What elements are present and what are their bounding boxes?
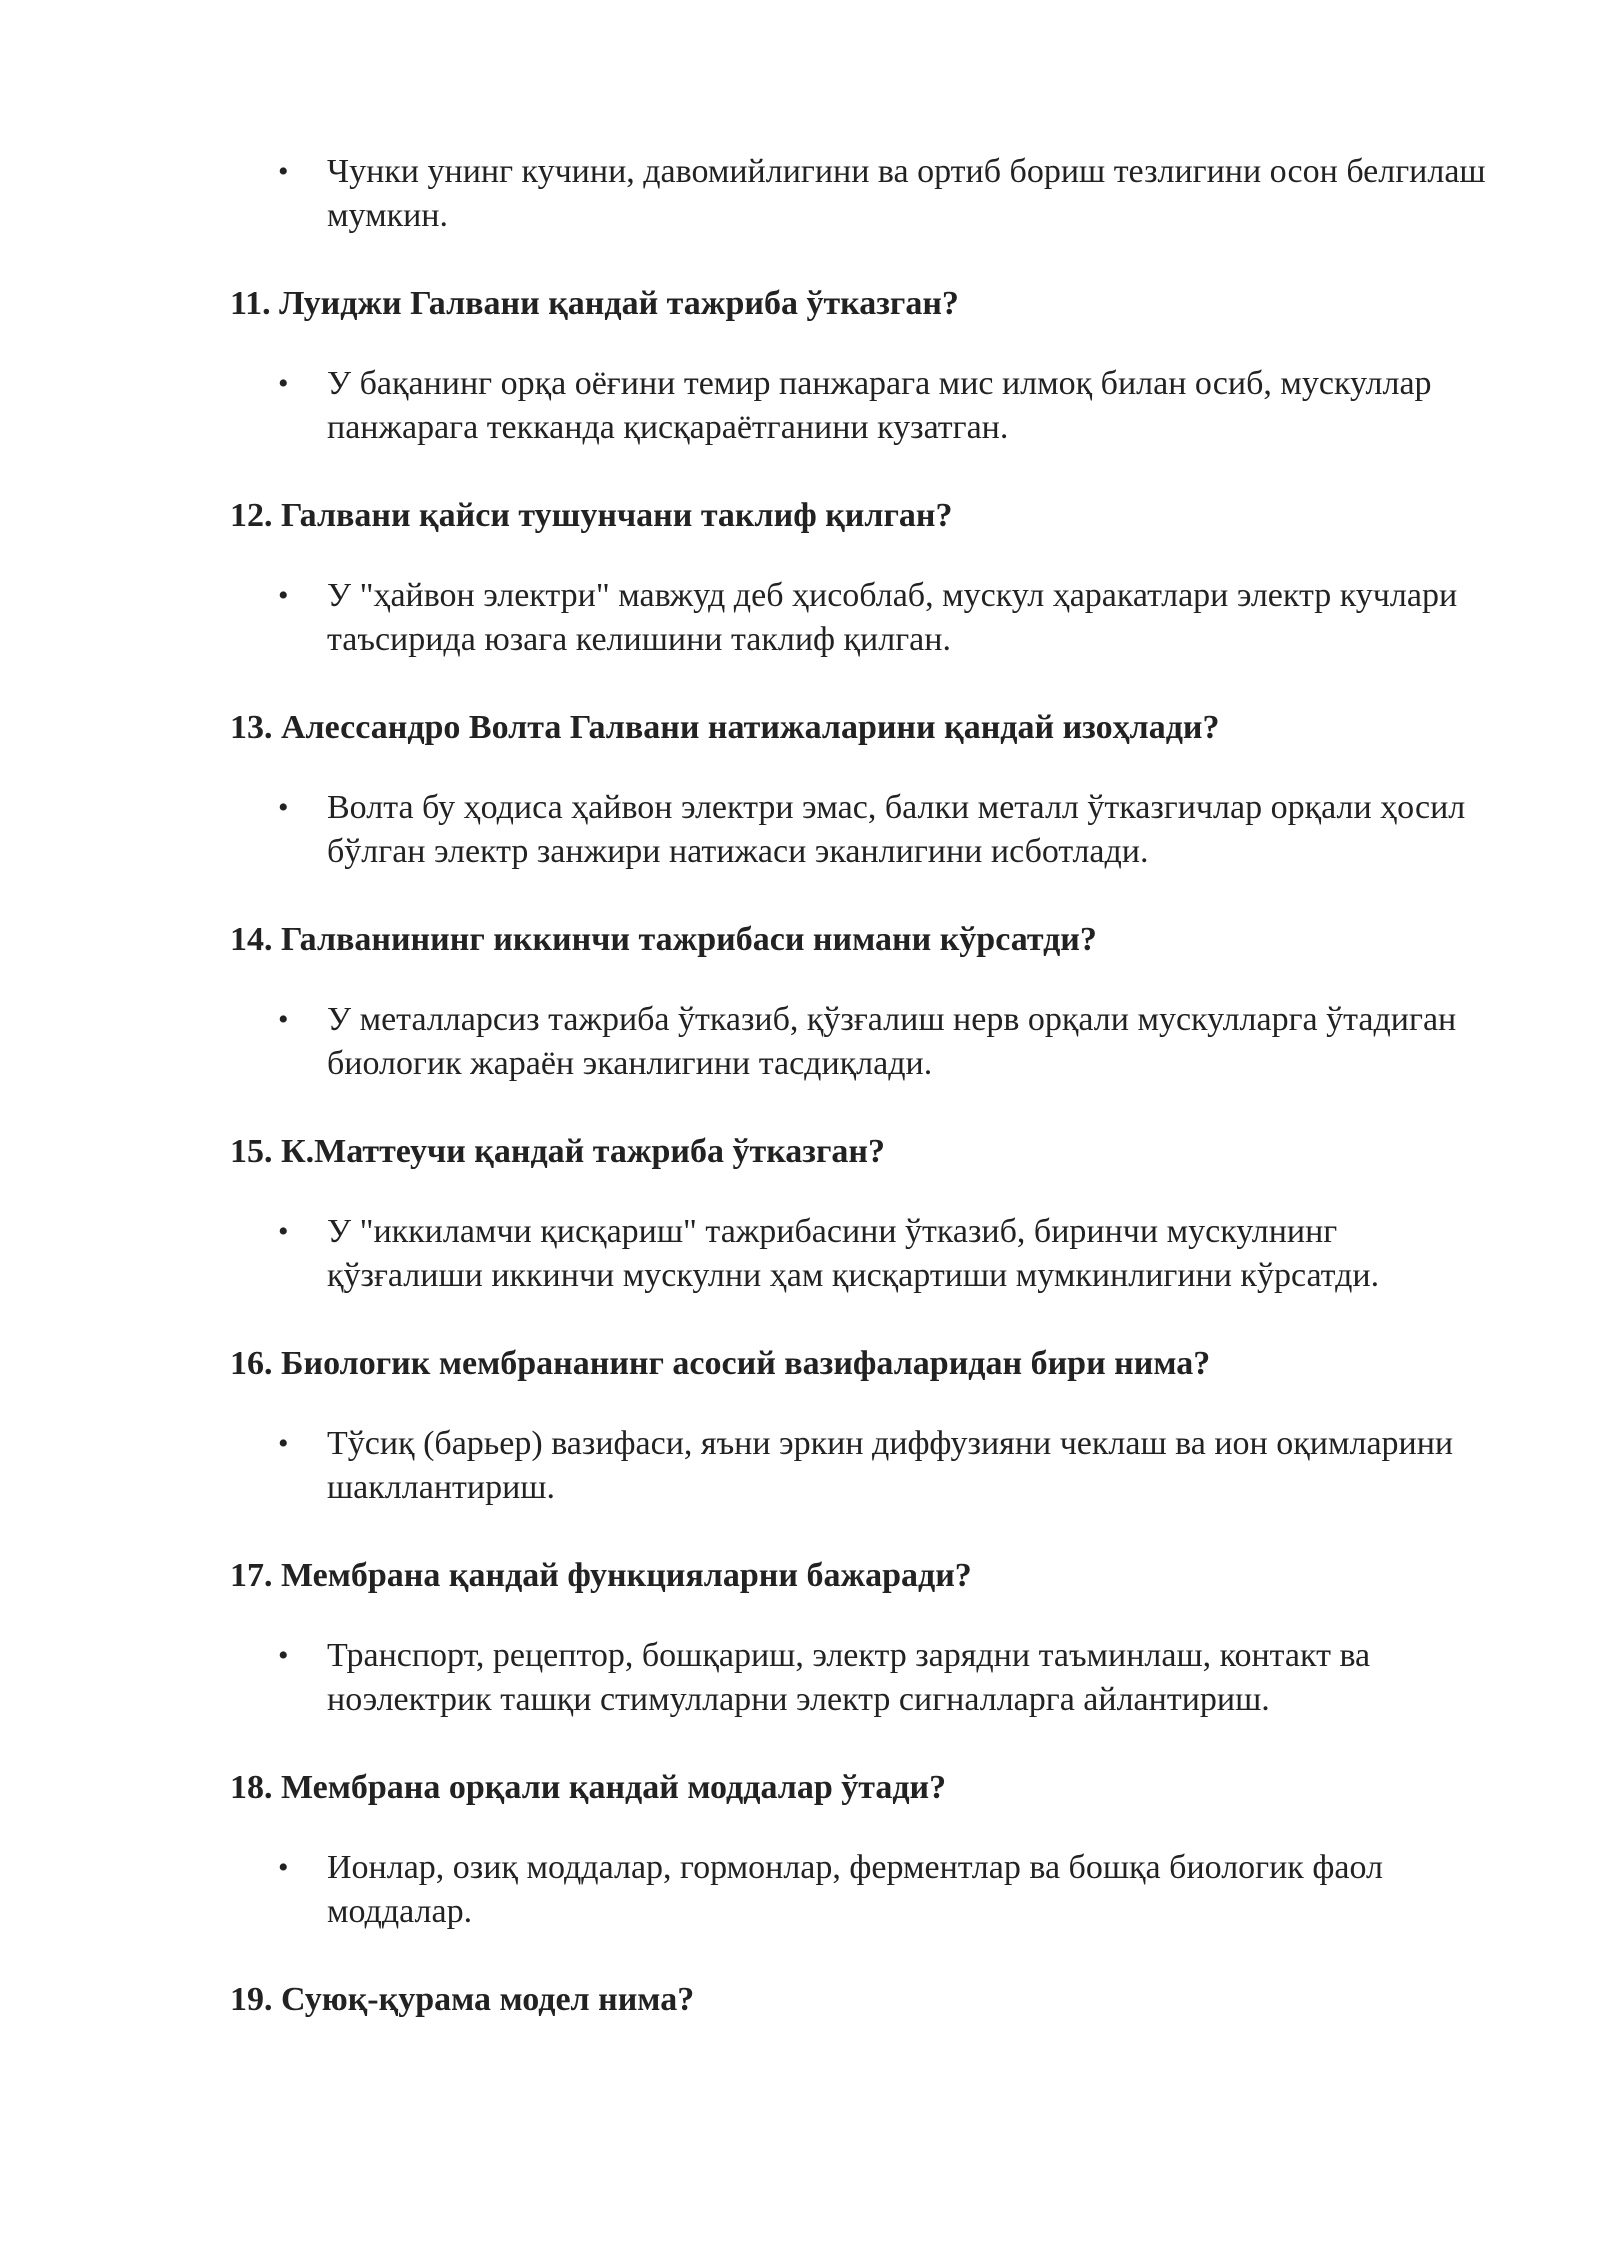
bullet-dot-icon: • bbox=[278, 1427, 289, 1460]
bullet-list bbox=[230, 1846, 1500, 1934]
bullet-dot-icon: • bbox=[278, 791, 289, 824]
question-13: 13. Алессандро Волта Галвани натижаларини қандай изоҳлади? bbox=[230, 709, 1220, 746]
answer-text: У "ҳайвон электри" мавжуд деб ҳисоблаб, мускул ҳаракатлари электр кучлари таъсирида юзага келишини таклиф қилган. bbox=[327, 577, 1458, 658]
question-11: 11. Луиджи Галвани қандай тажриба ўтказган? bbox=[230, 285, 959, 322]
bullet-list bbox=[230, 1210, 1500, 1298]
question-14: 14. Галванининг иккинчи тажрибаси нимани кўрсатди? bbox=[230, 921, 1097, 958]
answer-text: У бақанинг орқа оёғини темир панжарага мис илмоқ билан осиб, мускуллар панжарага текканда қисқараётганини кузатган. bbox=[327, 365, 1432, 446]
bullet-dot-icon: • bbox=[278, 367, 289, 400]
answer-bullet-16 bbox=[230, 1422, 1500, 1510]
answer-bullet-13 bbox=[230, 786, 1500, 874]
answer-text: У "иккиламчи қисқариш" тажрибасини ўтказиб, биринчи мускулнинг қўзғалиши иккинчи мускулни ҳам қисқартиши мумкинлигини кўрсатди. bbox=[327, 1213, 1380, 1294]
bullet-list bbox=[230, 786, 1500, 874]
bullet-dot-icon: • bbox=[278, 1215, 289, 1248]
bullet-list bbox=[230, 362, 1500, 450]
question-12: 12. Галвани қайси тушунчани таклиф қилган? bbox=[230, 497, 953, 534]
answer-bullet-17 bbox=[230, 1634, 1500, 1722]
question-18: 18. Мембрана орқали қандай моддалар ўтади? bbox=[230, 1769, 947, 1806]
bullet-list bbox=[230, 150, 1500, 238]
question-17: 17. Мембрана қандай функцияларни бажаради? bbox=[230, 1557, 972, 1594]
answer-bullet-18 bbox=[230, 1846, 1500, 1934]
bullet-list bbox=[230, 998, 1500, 1086]
bullet-dot-icon: • bbox=[278, 579, 289, 612]
answer-text: Транспорт, рецептор, бошқариш, электр зарядни таъминлаш, контакт ва ноэлектрик ташқи стимулларни электр сигналларга айлантириш. bbox=[327, 1637, 1371, 1718]
answer-text: Волта бу ҳодиса ҳайвон электри эмас, балки металл ўтказгичлар орқали ҳосил бўлган электр занжири натижаси эканлигини исботлади. bbox=[327, 789, 1466, 870]
answer-bullet-10 bbox=[230, 150, 1500, 238]
answer-text: Ионлар, озиқ моддалар, гормонлар, ферментлар ва бошқа биологик фаол моддалар. bbox=[327, 1849, 1383, 1930]
question-19: 19. Суюқ-қурама модел нима? bbox=[230, 1981, 695, 2018]
answer-bullet-11 bbox=[230, 362, 1500, 450]
bullet-dot-icon: • bbox=[278, 155, 289, 188]
answer-bullet-12 bbox=[230, 574, 1500, 662]
question-15: 15. К.Маттеучи қандай тажриба ўтказган? bbox=[230, 1133, 885, 1170]
bullet-list bbox=[230, 1634, 1500, 1722]
answer-text: Тўсиқ (барьер) вазифаси, яъни эркин диффузияни чеклаш ва ион оқимларини шакллантириш. bbox=[327, 1425, 1454, 1506]
bullet-list bbox=[230, 1422, 1500, 1510]
bullet-dot-icon: • bbox=[278, 1003, 289, 1036]
bullet-dot-icon: • bbox=[278, 1639, 289, 1672]
question-16: 16. Биологик мембрананинг асосий вазифаларидан бири нима? bbox=[230, 1345, 1211, 1382]
bullet-dot-icon: • bbox=[278, 1851, 289, 1884]
answer-text: Чунки унинг кучини, давомийлигини ва ортиб бориш тезлигини осон белгилаш мумкин. bbox=[327, 153, 1486, 234]
answer-bullet-15 bbox=[230, 1210, 1500, 1298]
answer-bullet-14 bbox=[230, 998, 1500, 1086]
answer-text: У металларсиз тажриба ўтказиб, қўзғалиш нерв орқали мускулларга ўтадиган биологик жараён эканлигини тасдиқлади. bbox=[327, 1001, 1457, 1082]
bullet-list bbox=[230, 574, 1500, 662]
